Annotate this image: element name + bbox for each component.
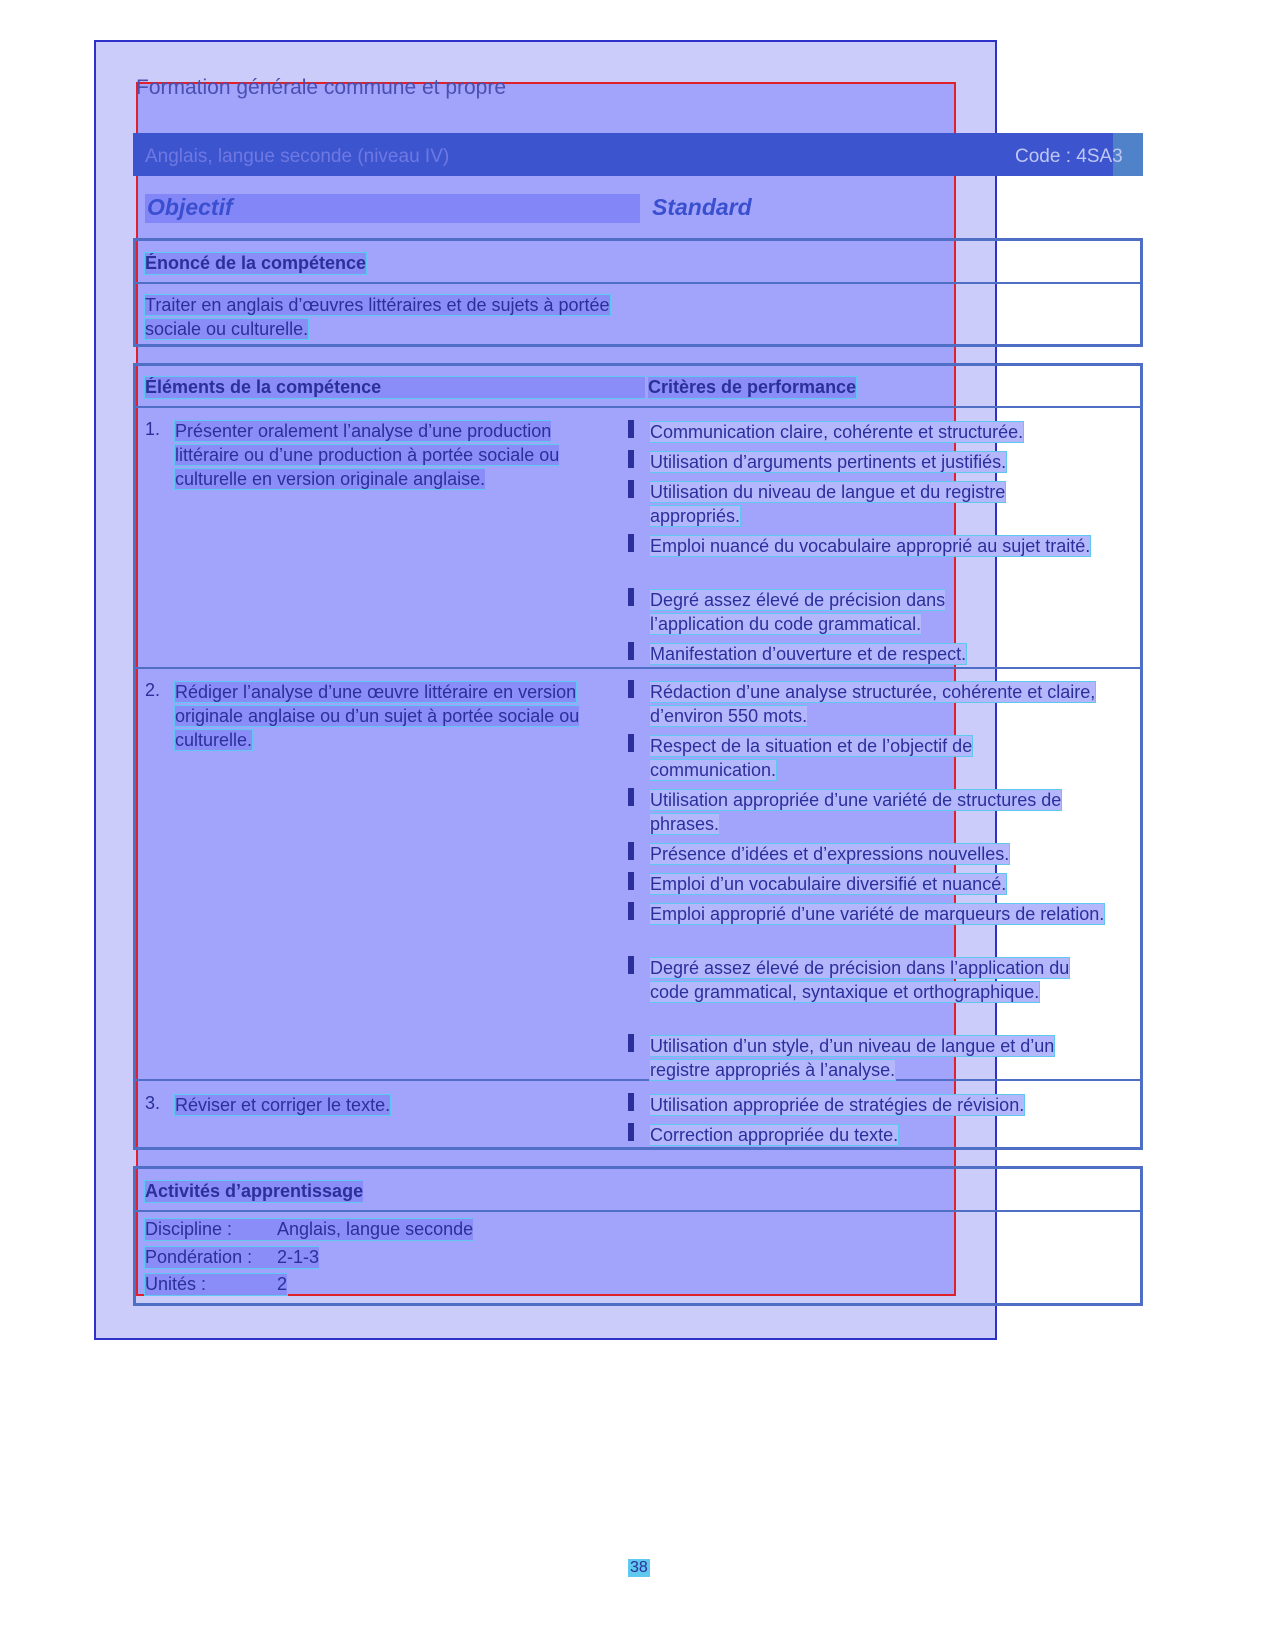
element-number: 3.: [145, 1093, 161, 1113]
activities-label: Activités d’apprentissage: [145, 1181, 364, 1201]
bullet-icon: [628, 680, 634, 698]
element-number: 1.: [145, 419, 161, 439]
course-code: Code : 4SA3: [1015, 146, 1123, 167]
unites-line: [145, 1274, 287, 1295]
page-number: 38: [630, 1559, 648, 1576]
criterion-item: [650, 734, 1040, 782]
criterion-text: Présence d’idées et d’expressions nouvelles.: [650, 844, 1010, 864]
criterion-text: Correction appropriée du texte.: [650, 1125, 899, 1145]
element-text: [175, 680, 595, 752]
bullet-icon: [628, 842, 634, 860]
bullet-icon: [628, 642, 634, 660]
criterion-item: [650, 1123, 1130, 1147]
bullet-icon: [628, 902, 634, 920]
criterion-item: [650, 534, 1135, 558]
criterion-text: Emploi approprié d’une variété de marqueurs de relation.: [650, 904, 1105, 924]
criterion-item: [650, 450, 1130, 474]
bullet-icon: [628, 872, 634, 890]
criterion-item: [650, 642, 1130, 666]
competence-text-content: Traiter en anglais d’œuvres littéraires et de sujets à portée sociale ou culturelle.: [145, 295, 610, 339]
criterion-text: Utilisation d’arguments pertinents et justifiés.: [650, 452, 1007, 472]
criterion-text: Manifestation d’ouverture et de respect.: [650, 644, 967, 664]
criterion-item: [650, 480, 1090, 528]
bullet-icon: [628, 788, 634, 806]
criterion-text: Communication claire, cohérente et structurée.: [650, 422, 1024, 442]
element-text-content: Rédiger l’analyse d’une œuvre littéraire en version originale anglaise ou d’un sujet à portée sociale ou culturelle.: [175, 682, 580, 750]
criterion-text: Emploi nuancé du vocabulaire approprié au sujet traité.: [650, 536, 1091, 556]
discipline-value: Anglais, langue seconde: [277, 1219, 474, 1239]
elements-header-divider: [133, 406, 1143, 408]
criterion-text: Utilisation d’un style, d’un niveau de langue et d’un registre appropriés à l’analyse.: [650, 1036, 1055, 1080]
course-title: Anglais, langue seconde (niveau IV): [145, 146, 450, 167]
competence-text: [145, 293, 625, 341]
criterion-item: [650, 588, 1020, 636]
criterion-item: [650, 788, 1135, 836]
criterion-item: [650, 420, 1130, 444]
discipline-key: Discipline :: [145, 1219, 233, 1239]
ponderation-value: 2-1-3: [277, 1247, 320, 1267]
criterion-text: Emploi d’un vocabulaire diversifié et nuancé.: [650, 874, 1007, 894]
bullet-icon: [628, 480, 634, 498]
criterion-item: [650, 842, 1130, 866]
bullet-icon: [628, 534, 634, 552]
activities-divider: [133, 1210, 1143, 1212]
criterion-item: [650, 902, 1135, 926]
unites-key: Unités :: [145, 1274, 207, 1294]
competence-label: Énoncé de la compétence: [145, 253, 367, 273]
element-text-content: Réviser et corriger le texte.: [175, 1095, 391, 1115]
element-text: [175, 419, 615, 491]
objective-label: Objectif: [147, 194, 233, 220]
standard-label: Standard: [652, 194, 752, 220]
criterion-text: Utilisation appropriée d’une variété de structures de phrases.: [650, 790, 1062, 834]
criterion-text: Respect de la situation et de l’objectif de communication.: [650, 736, 973, 780]
bullet-icon: [628, 588, 634, 606]
bullet-icon: [628, 450, 634, 468]
criterion-item: [650, 1034, 1080, 1082]
competence-divider: [133, 282, 1143, 284]
element-number: 2.: [145, 680, 161, 700]
criteria-label: Critères de performance: [648, 377, 857, 397]
bullet-icon: [628, 734, 634, 752]
criterion-text: Degré assez élevé de précision dans l’application du code grammatical.: [650, 590, 946, 634]
discipline-line: [145, 1219, 473, 1240]
criterion-text: Degré assez élevé de précision dans l’application du code grammatical, syntaxique et orthographique.: [650, 958, 1070, 1002]
criterion-text: Utilisation appropriée de stratégies de révision.: [650, 1095, 1025, 1115]
element-text-content: Présenter oralement l’analyse d’une production littéraire ou d’une production à portée sociale ou culturelle en version originale anglaise.: [175, 421, 560, 489]
ponderation-line: [145, 1247, 319, 1268]
criterion-item: [650, 956, 1105, 1004]
elements-label: Éléments de la compétence: [145, 377, 645, 398]
bullet-icon: [628, 1093, 634, 1111]
bullet-icon: [628, 420, 634, 438]
criterion-text: Utilisation du niveau de langue et du registre appropriés.: [650, 482, 1006, 526]
element-1-divider: [133, 667, 1143, 669]
unites-value: 2: [277, 1274, 288, 1294]
section-heading: Formation générale commune et propre: [136, 76, 507, 99]
element-text: [175, 1093, 615, 1117]
criterion-item: [650, 1093, 1130, 1117]
criterion-text: Rédaction d’une analyse structurée, cohérente et claire, d’environ 550 mots.: [650, 682, 1096, 726]
bullet-icon: [628, 1034, 634, 1052]
criterion-item: [650, 680, 1135, 728]
bullet-icon: [628, 956, 634, 974]
criterion-item: [650, 872, 1130, 896]
bullet-icon: [628, 1123, 634, 1141]
ponderation-key: Pondération :: [145, 1247, 253, 1267]
